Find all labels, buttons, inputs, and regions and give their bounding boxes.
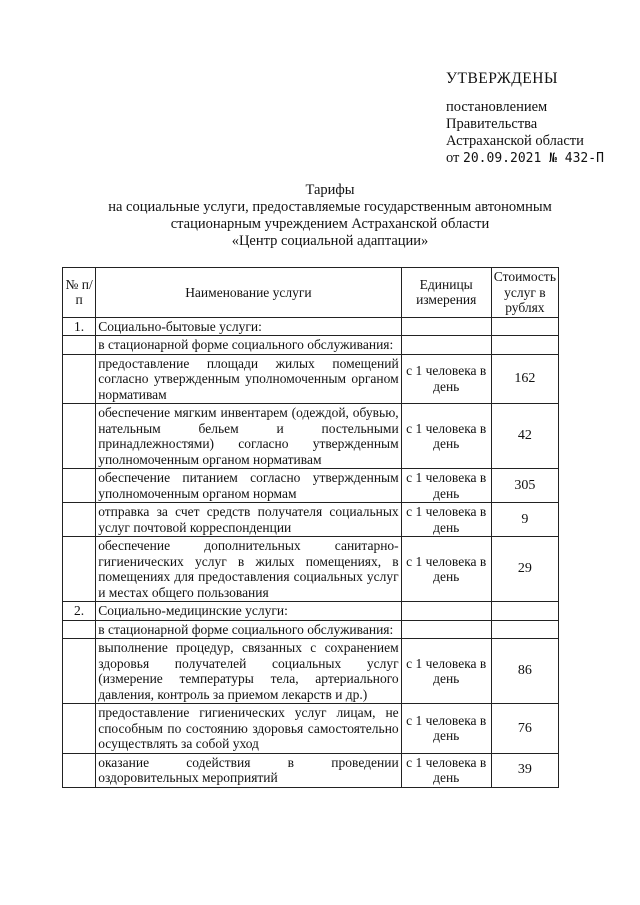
row-price: 42: [491, 404, 558, 469]
row-service-name: в стационарной форме социального обслуживания:: [96, 336, 401, 355]
table-row: [63, 469, 559, 503]
approval-line: постановлением: [446, 99, 548, 115]
table-row: [63, 336, 559, 355]
row-number: [63, 753, 96, 787]
header-price: Стоимость услуг в рублях: [491, 268, 558, 318]
row-price: [491, 336, 558, 355]
approval-date-prefix: от: [446, 150, 460, 166]
header-service-name: Наименование услуги: [96, 268, 401, 318]
row-number: [63, 704, 96, 754]
approval-date-stamp: 20.09.2021 № 432-П: [463, 151, 604, 166]
row-service-name: выполнение процедур, связанных с сохранением здоровья получателей социальных услуг (измерение температуры тела, артериального давления, контроль за приемом лекарств и др.): [96, 639, 401, 704]
row-price: 305: [491, 469, 558, 503]
header-unit: Единицы измерения: [401, 268, 491, 318]
row-price: 86: [491, 639, 558, 704]
row-unit: [401, 620, 491, 639]
row-price: [491, 317, 558, 336]
row-number: 2.: [63, 602, 96, 621]
row-unit: [401, 602, 491, 621]
row-number: [63, 469, 96, 503]
table-row: [63, 620, 559, 639]
approval-date: [446, 150, 636, 167]
row-service-name: Социально-медицинские услуги:: [96, 602, 401, 621]
document-title: [60, 182, 600, 250]
row-price: 76: [491, 704, 558, 754]
row-number: [63, 620, 96, 639]
title-line: Тарифы: [305, 182, 355, 198]
row-service-name: обеспечение мягким инвентарем (одеждой, обувью, нательным бельем и постельными принадлежностями) согласно утвержденным уполномоченным органом нормативам: [96, 404, 401, 469]
row-unit: [401, 317, 491, 336]
row-price: 39: [491, 753, 558, 787]
row-unit: с 1 человека в день: [401, 704, 491, 754]
table-header-row: [63, 268, 559, 318]
table-row: [63, 317, 559, 336]
table-row: [63, 537, 559, 602]
row-unit: с 1 человека в день: [401, 354, 491, 404]
row-number: [63, 336, 96, 355]
row-price: 9: [491, 503, 558, 537]
row-number: 1.: [63, 317, 96, 336]
approval-block: [446, 70, 636, 167]
row-service-name: обеспечение питанием согласно утвержденным уполномоченным органом нормам: [96, 469, 401, 503]
title-line: стационарным учреждением Астраханской области: [170, 216, 490, 232]
row-service-name: предоставление гигиенических услуг лицам, не способным по состоянию здоровья самостоятельно осуществлять за собой уход: [96, 704, 401, 754]
table-row: [63, 503, 559, 537]
row-unit: с 1 человека в день: [401, 503, 491, 537]
header-number: № п/п: [63, 268, 96, 318]
row-unit: [401, 336, 491, 355]
table-row: [63, 404, 559, 469]
row-service-name: в стационарной форме социального обслуживания:: [96, 620, 401, 639]
row-unit: с 1 человека в день: [401, 753, 491, 787]
table-row: [63, 639, 559, 704]
row-unit: с 1 человека в день: [401, 404, 491, 469]
row-unit: с 1 человека в день: [401, 639, 491, 704]
row-service-name: обеспечение дополнительных санитарно-гигиенических услуг в жилых помещениях, в помещениях для предоставления социальных услуг и местах общего пользования: [96, 537, 401, 602]
row-price: [491, 620, 558, 639]
table-row: [63, 704, 559, 754]
title-line: на социальные услуги, предоставляемые государственным автономным: [108, 199, 552, 215]
row-price: 29: [491, 537, 558, 602]
row-number: [63, 639, 96, 704]
approval-line: Астраханской области: [446, 133, 584, 149]
row-service-name: Социально-бытовые услуги:: [96, 317, 401, 336]
title-line: «Центр социальной адаптации»: [231, 233, 429, 249]
row-number: [63, 537, 96, 602]
approval-heading: УТВЕРЖДЕНЫ: [446, 70, 558, 87]
row-service-name: отправка за счет средств получателя социальных услуг почтовой корреспонденции: [96, 503, 401, 537]
table-row: [63, 602, 559, 621]
row-number: [63, 354, 96, 404]
row-price: [491, 602, 558, 621]
row-unit: с 1 человека в день: [401, 469, 491, 503]
row-price: 162: [491, 354, 558, 404]
tariff-table: [62, 267, 559, 788]
row-unit: с 1 человека в день: [401, 537, 491, 602]
table-row: [63, 354, 559, 404]
row-service-name: оказание содействия в проведении оздоровительных мероприятий: [96, 753, 401, 787]
table-row: [63, 753, 559, 787]
row-number: [63, 503, 96, 537]
row-service-name: предоставление площади жилых помещений согласно утвержденным уполномоченным органом нормативам: [96, 354, 401, 404]
approval-line: Правительства: [446, 116, 538, 132]
row-number: [63, 404, 96, 469]
